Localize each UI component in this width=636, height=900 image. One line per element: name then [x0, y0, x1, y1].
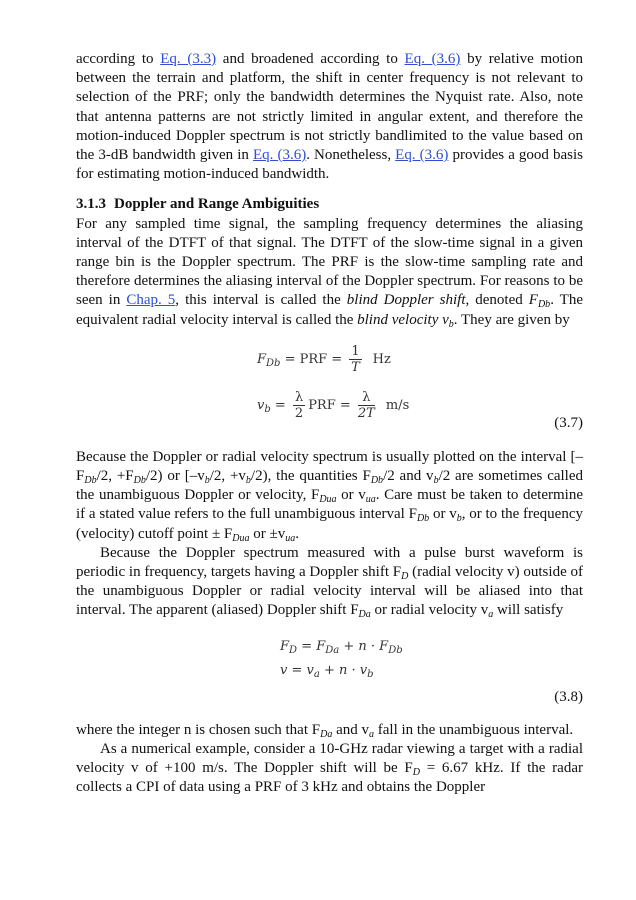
eq-subscript: b	[367, 668, 374, 680]
eq-text: =	[270, 397, 290, 413]
text: . Care must be taken to determine if a stated value refers to the full unambiguous interval F	[76, 487, 583, 523]
fraction	[358, 390, 375, 421]
subscript: a	[488, 609, 494, 621]
paragraph-5	[76, 721, 583, 740]
paragraph-2	[76, 215, 583, 330]
denominator: 2	[294, 405, 304, 421]
eq-subscript: D	[289, 644, 298, 656]
subscript: b	[456, 513, 462, 525]
eq-subscript: Db	[388, 644, 403, 656]
text: /2) or [–v	[145, 468, 205, 485]
fraction	[349, 344, 361, 375]
eq-3-8-line-1	[280, 639, 403, 654]
numerator: 1	[351, 343, 360, 359]
paragraph-1	[76, 50, 583, 184]
subscript: b	[245, 475, 251, 487]
eq-symbol: v	[257, 397, 265, 413]
text: where the integer n is chosen such that F	[76, 721, 321, 738]
eq-text: = PRF =	[280, 351, 347, 367]
eq-symbol: F	[280, 638, 290, 654]
text: = 6.67 kHz. If the radar collects a CPI of data using a PRF of 3 kHz and obtains the Doppler	[76, 760, 583, 796]
subscript: D	[401, 571, 409, 583]
subscript: ua	[365, 494, 376, 506]
eq-3-3-link[interactable]: Eq. (3.3)	[160, 51, 217, 67]
text: or ±v	[249, 525, 286, 542]
text: As a numerical example, consider a 10-GHz radar viewing a target with a radial velocity v of +100 m/s. The Doppler shift will be F	[76, 740, 583, 777]
eq-text: = F	[297, 638, 326, 654]
paragraph-3	[76, 448, 583, 544]
text: or v	[429, 506, 457, 523]
text: . They are given by	[453, 311, 570, 328]
eq-subscript: Da	[325, 644, 340, 656]
subscript: Db	[84, 475, 97, 487]
eq-3-7-line-1	[257, 344, 391, 375]
equation-number: (3.7)	[554, 414, 583, 431]
subscript: b	[433, 475, 439, 487]
subscript: Db	[416, 513, 430, 525]
subscript: Db	[537, 299, 551, 311]
denominator: 2T	[357, 405, 375, 421]
subscript: a	[369, 728, 375, 740]
text: by relative motion between the terrain and platform, the shift in center frequency is not relevant to selection of the PRF; only the bandwidth determines the Nyquist rate. Also, note that antenna patterns are not strictly limited in angular extent, and therefore the motion-induced Doppler spectrum is not strictly bandlimited to the value based on the 3-dB bandwidth given in	[76, 51, 583, 164]
eq-symbol: F	[257, 351, 267, 367]
text: /2), the quantities F	[250, 468, 371, 485]
eq-3-6-link[interactable]: Eq. (3.6)	[252, 147, 307, 164]
eq-text: + n · F	[339, 638, 389, 654]
text: .	[295, 525, 299, 542]
numerator: λ	[358, 390, 375, 406]
text: For any sampled time signal, the sampling frequency determines the aliasing interval of the DTFT of that signal. The DTFT of the slow-time signal in a given range bin is the Doppler spectrum. The PRF is the slow-time sampling rate and therefore determines the aliasing interval of the Doppler spectrum. For reasons to be seen in	[76, 215, 583, 309]
text: Because the Doppler spectrum measured with a pulse burst waveform is periodic in frequency, targets having a Doppler shift F	[76, 544, 583, 581]
subscript: ua	[285, 532, 296, 544]
text: will satisfy	[493, 602, 564, 619]
text: , denoted	[465, 292, 529, 309]
page-body	[76, 50, 583, 797]
text: /2 are sometimes called the unambiguous Doppler or velocity, F	[76, 468, 584, 504]
subscript: Da	[358, 609, 371, 621]
text: fall in the unambiguous interval.	[374, 721, 574, 738]
numerator: λ	[294, 389, 304, 405]
term-blind-velocity: blind velocity v	[357, 311, 449, 328]
text: /2 and v	[383, 468, 434, 485]
unit: m/s	[385, 397, 410, 413]
subscript: Db	[133, 475, 146, 487]
text: (radial velocity v) outside of the unambiguous Doppler or radial velocity interval will be aliased into that interval. The apparent (aliased) Doppler shift F	[76, 564, 583, 619]
term-blind-doppler: blind Doppler shift	[346, 292, 466, 309]
chap-5-link[interactable]: Chap. 5	[126, 292, 176, 309]
eq-text: v = v	[280, 662, 314, 678]
eq-subscript: a	[313, 668, 320, 680]
unit: Hz	[372, 351, 391, 367]
section-title: Doppler and Range Ambiguities	[114, 196, 320, 213]
paragraph-4	[76, 544, 583, 621]
text: /2, +F	[96, 468, 134, 485]
equation-3-8	[76, 621, 583, 717]
text: . The equivalent radial velocity interval is called the	[76, 292, 584, 328]
eq-3-8-line-2	[280, 663, 374, 678]
text: /2, +v	[209, 468, 246, 485]
denominator: T	[351, 359, 360, 375]
paragraph-6	[76, 740, 583, 798]
text: provides a good basis for estimating motion-induced bandwidth.	[76, 147, 583, 183]
text: Because the Doppler or radial velocity spectrum is usually plotted on the interval [–F	[76, 448, 583, 485]
text: and broadened according to	[216, 51, 405, 67]
equation-number: (3.8)	[554, 688, 583, 705]
subscript: Da	[320, 728, 333, 740]
text: , or to the frequency (velocity) cutoff point ± F	[76, 506, 583, 542]
text: . Nonetheless,	[306, 147, 396, 164]
subscript: Dua	[319, 494, 337, 506]
symbol: F	[528, 292, 538, 309]
text: or radial velocity v	[370, 602, 489, 619]
eq-subscript: b	[264, 403, 271, 415]
eq-text: PRF =	[308, 397, 355, 413]
subscript: b	[448, 318, 454, 330]
eq-3-7-line-2	[257, 390, 409, 421]
text: and v	[332, 721, 370, 738]
eq-3-6-link[interactable]: Eq. (3.6)	[395, 147, 449, 164]
eq-text: + n · v	[319, 662, 368, 678]
eq-3-6-link[interactable]: Eq. (3.6)	[404, 51, 461, 67]
section-number: 3.1.3	[76, 196, 106, 213]
subscript: D	[412, 767, 420, 779]
subscript: b	[204, 475, 210, 487]
equation-3-7	[76, 330, 583, 434]
eq-subscript: Db	[266, 357, 281, 369]
subscript: Dua	[232, 532, 250, 544]
fraction	[293, 390, 305, 421]
text: or v	[336, 487, 366, 504]
text: according to	[76, 51, 161, 67]
section-heading	[76, 195, 583, 214]
text: , this interval is called the	[175, 292, 347, 309]
subscript: Db	[370, 475, 384, 487]
